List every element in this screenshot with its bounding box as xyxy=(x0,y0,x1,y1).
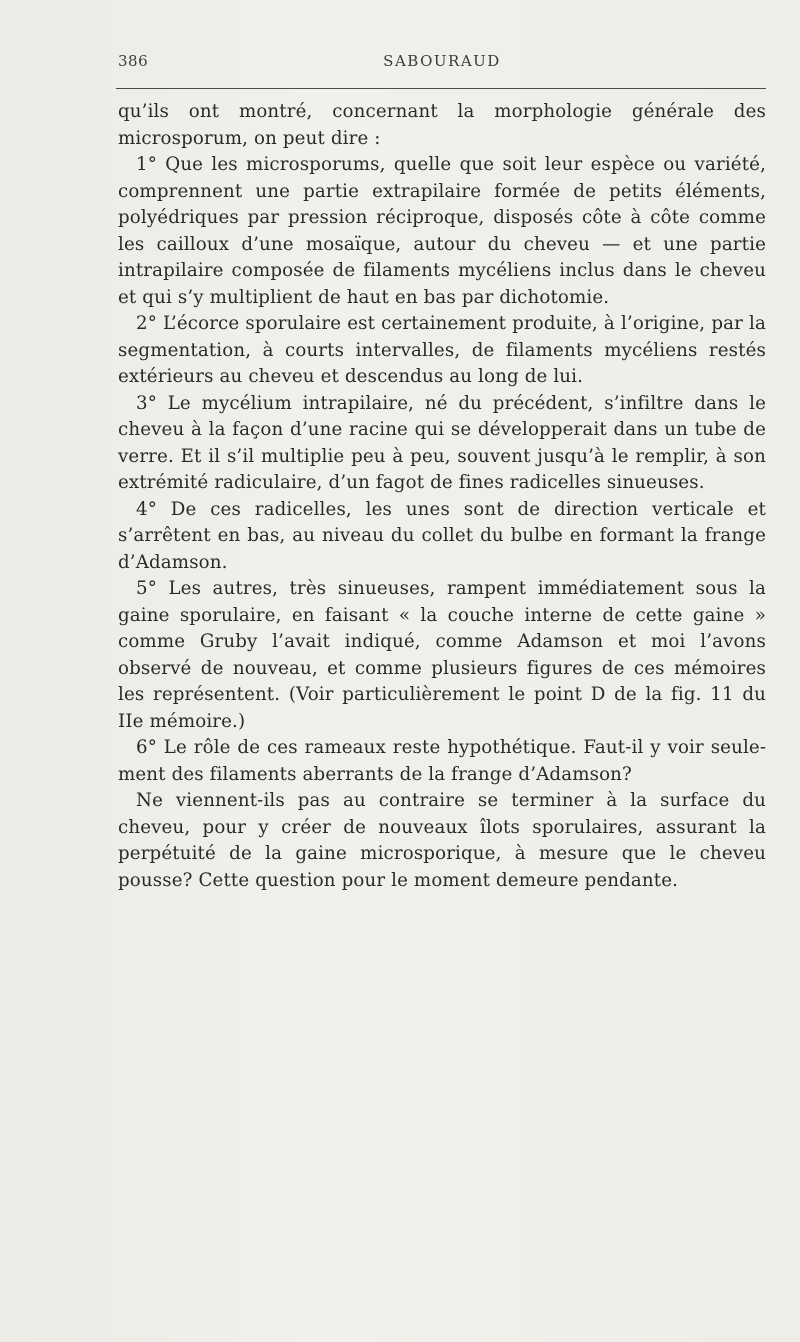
running-head: SABOURAUD xyxy=(383,52,501,70)
page-header xyxy=(118,52,766,76)
paragraph-point-4: 4° De ces radicelles, les unes sont de direction verticale et s’arrêtent en bas, au niveau du collet du bulbe en formant la frange d’Adamson. xyxy=(118,498,766,573)
paragraph-continuation: qu’ils ont montré, concernant la morphologie générale des microsporum, on peut dire : xyxy=(118,101,766,149)
page-number: 386 xyxy=(118,52,149,70)
body-text xyxy=(118,99,766,894)
paragraph-point-1: 1° Que les microsporums, quelle que soit leur espèce ou variété, comprennent une partie extrapilaire formée de petits éléments, polyédriques par pression réciproque, disposés côte à côte comme les cailloux d’une mosaïque, autour du cheveu — et une partie intrapilaire composée de filaments mycéliens inclus dans le cheveu et qui s’y multiplient de haut en bas par dichotomie. xyxy=(118,154,766,308)
paragraph-point-5: 5° Les autres, très sinueuses, rampent immédiatement sous la gaine sporulaire, en faisant « la couche interne de cette gaine » comme Gruby l’avait indiqué, comme Adamson et moi l’avons observé de nouveau, et comme plusieurs figures de ces mémoires les représentent. (Voir particulièrement le point D de la fig. 11 du IIe mémoire.) xyxy=(118,578,766,732)
header-rule xyxy=(116,88,766,89)
paragraph-question: Ne viennent-ils pas au contraire se terminer à la surface du cheveu, pour y créer de nouveaux îlots sporulaires, assurant la perpétuité de la gaine microsporique, à mesure que le cheveu pousse? Cette question pour le moment demeure pendante. xyxy=(118,790,766,891)
paragraph-point-2: 2° L’écorce sporulaire est certainement produite, à l’origine, par la segmentation, à courts intervalles, de filaments mycéliens restés extérieurs au cheveu et descendus au long de lui. xyxy=(118,313,766,387)
paragraph-point-6: 6° Le rôle de ces rameaux reste hypothétique. Faut-il y voir seulement des filaments aberrants de la frange d’Adamson? xyxy=(118,737,766,785)
paragraph-point-3: 3° Le mycélium intrapilaire, né du précédent, s’infiltre dans le cheveu à la façon d’une racine qui se développerait dans un tube de verre. Et il s’il multiplie peu à peu, souvent jusqu’à le remplir, à son extrémité radiculaire, d’un fagot de fines radicelles sinueuses. xyxy=(118,392,766,493)
